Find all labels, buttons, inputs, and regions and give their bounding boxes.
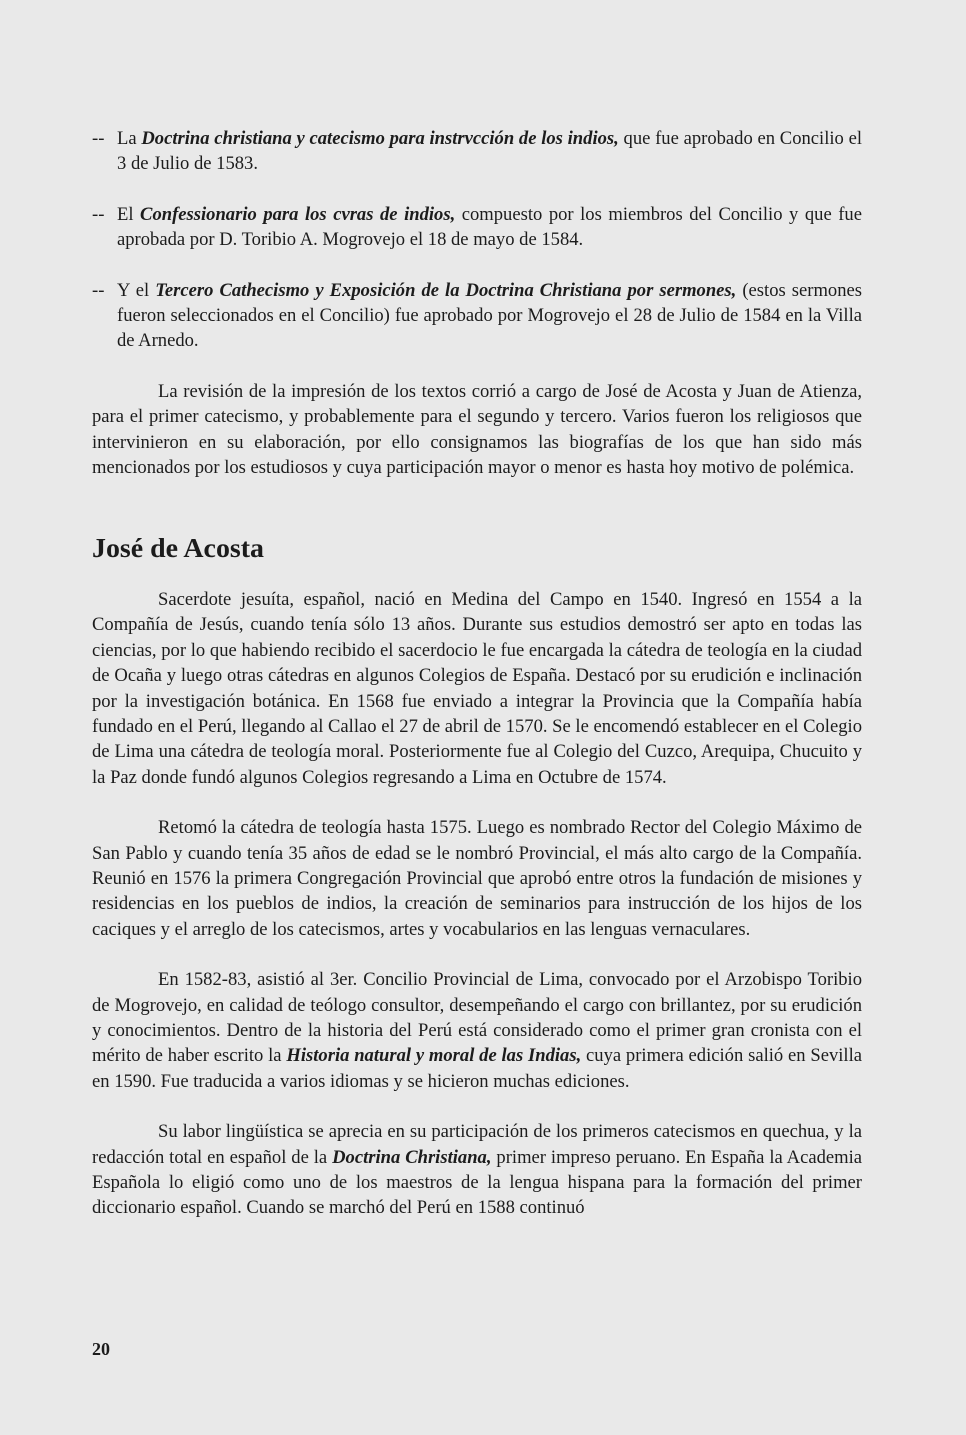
work-title: Confessionario para los cvras de indios, (140, 203, 456, 225)
list-item (92, 202, 862, 253)
paragraph-text: cuya primera edición salió en Sevilla en 1590. Fue traducida a varios idiomas y se hicieron muchas ediciones. (92, 1045, 862, 1092)
list-dash: -- (92, 203, 105, 225)
body-paragraph-4 (92, 1119, 862, 1221)
list-item-text: compuesto por los miembros del Concilio y que fue aprobada por D. Toribio A. Mogrovejo el 18 de mayo de 1584. (117, 203, 862, 251)
work-title: Tercero Cathecismo y Exposición de la Doctrina Christiana por sermones, (155, 279, 737, 301)
work-title: Doctrina christiana y catecismo para instrvcción de los indios, (141, 128, 619, 149)
list-item-text: Y el (117, 279, 156, 301)
page-body (92, 126, 862, 1246)
intro-paragraph: La revisión de la impresión de los textos corrió a cargo de José de Acosta y Juan de Atienza, para el primer catecismo, y probablemente para el segundo y tercero. Varios fueron los religiosos que intervinieron en su elaboración, por ello consignamos las biografías de los que han sido más mencionados por los estudiosos y cuya participación mayor o menor es hasta hoy motivo de polémica. (92, 380, 862, 479)
section-heading: José de Acosta (92, 533, 264, 565)
list-item-text: que fue aprobado en Concilio el 3 de Julio de 1583. (117, 128, 862, 175)
work-title: Historia natural y moral de las Indias, (286, 1045, 582, 1067)
paragraph-text: Su labor lingüística se aprecia en su participación de los primeros catecismos en quechua, y la redacción total en español de la (92, 1121, 862, 1168)
body-paragraph-3 (92, 967, 862, 1094)
paragraph-text: En 1582-83, asistió al 3er. Concilio Provincial de Lima, convocado por el Arzobispo Toribio de Mogrovejo, en calidad de teólogo consultor, desempeñando el cargo con brillantez, por su erudición y conocimientos. Dentro de la historia del Perú está considerado como el primer gran cronista con el mérito de haber escrito la (92, 969, 862, 1067)
list-item-text: (estos sermones fueron seleccionados en el Concilio) fue aprobado por Mogrovejo el 28 de Julio de 1584 en la Villa de Arnedo. (117, 279, 862, 352)
list-dash: -- (92, 128, 105, 149)
paragraph-text: primer impreso peruano. En España la Academia Española lo eligió como uno de los maestros de la lengua hispana para la formación del primer diccionario español. Cuando se marchó del Perú en 1588 continuó (92, 1146, 863, 1219)
list-item-text: El (117, 203, 141, 225)
page-number: 20 (92, 1339, 110, 1359)
work-title: Doctrina Christiana, (332, 1146, 492, 1168)
list-dash: -- (92, 279, 105, 301)
catechism-list (92, 126, 862, 354)
body-paragraph-2: Retomó la cátedra de teología hasta 1575. Luego es nombrado Rector del Colegio Máximo de San Pablo y cuando tenía 35 años de edad se le nombró Provincial, el más alto cargo de la Compañía. Reunió en 1576 la primera Congregación Provincial que aprobó entre otros la fundación de misiones y residencias en los pueblos de indios, la creación de seminarios para instrucción de los hijos de los caciques y el arreglo de los catecismos, artes y vocabularios en las lenguas vernaculares. (92, 817, 862, 940)
list-item (92, 278, 862, 354)
body-paragraph-1: Sacerdote jesuíta, español, nació en Medina del Campo en 1540. Ingresó en 1554 a la Compañía de Jesús, cuando tenía sólo 13 años. Durante sus estudios demostró ser apto en todas las ciencias, por lo que habiendo recibido el sacerdocio le fue encargada la cátedra de teología en la ciudad de Ocaña y luego otras cátedras en algunos Colegios de España. Destacó por su erudición e inclinación por la investigación botánica. En 1568 fue enviado a integrar la Provincia que la Compañía había fundado en el Perú, llegando al Callao el 27 de abril de 1570. Se le encomendó establecer en el Colegio de Lima una cátedra de teología moral. Posteriormente fue al Colegio del Cuzco, Arequipa, Chucuito y la Paz donde fundó algunos Colegios regresando a Lima en Octubre de 1574. (92, 588, 862, 788)
list-item (92, 126, 862, 177)
list-item-text: La (117, 128, 142, 149)
